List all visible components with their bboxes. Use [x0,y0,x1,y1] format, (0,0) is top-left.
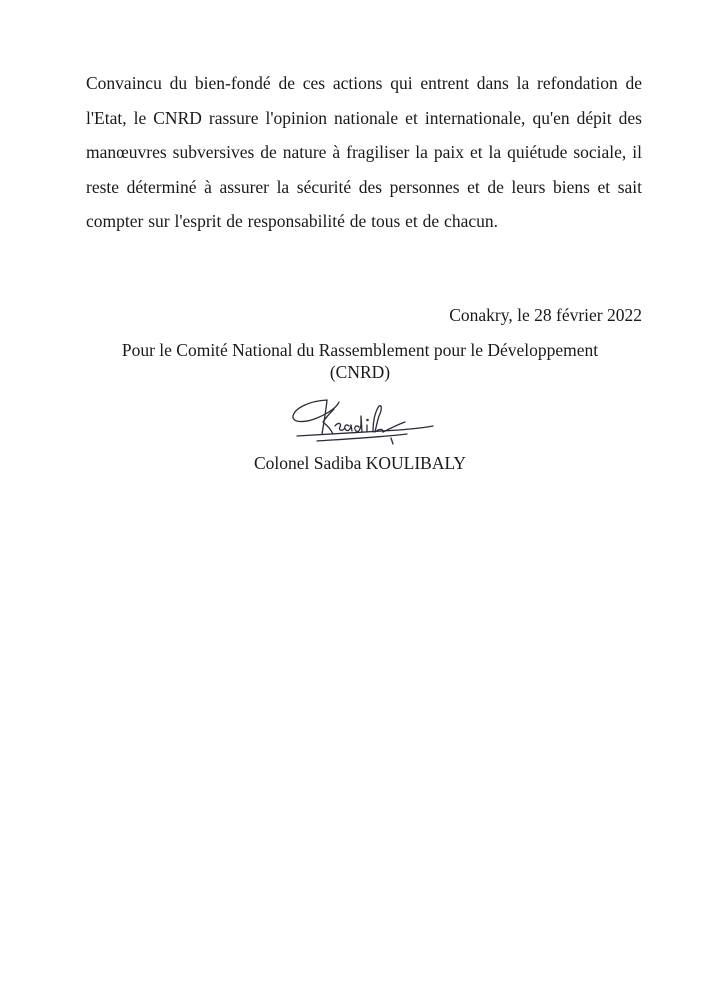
place-date: Conakry, le 28 février 2022 [449,305,642,325]
organization-acronym: (CNRD) [329,362,391,382]
signatory-name: Colonel Sadiba KOULIBALY [253,453,467,473]
handwritten-signature [287,392,437,448]
organization-name: Pour le Comité National du Rassemblement pour le Développement [121,340,599,360]
organization-block [60,339,660,383]
body-paragraph: Convaincu du bien-fondé de ces actions qui entrent dans la refondation de l'Etat, le CNRD rassure l'opinion nationale et internationale, qu'en dépit des manœuvres subversives de nature à fragiliser la paix et la quiétude sociale, il reste déterminé à assurer la sécurité des personnes et de leurs biens et sait compter sur l'esprit de responsabilité de tous et de chacun. [86,73,642,232]
